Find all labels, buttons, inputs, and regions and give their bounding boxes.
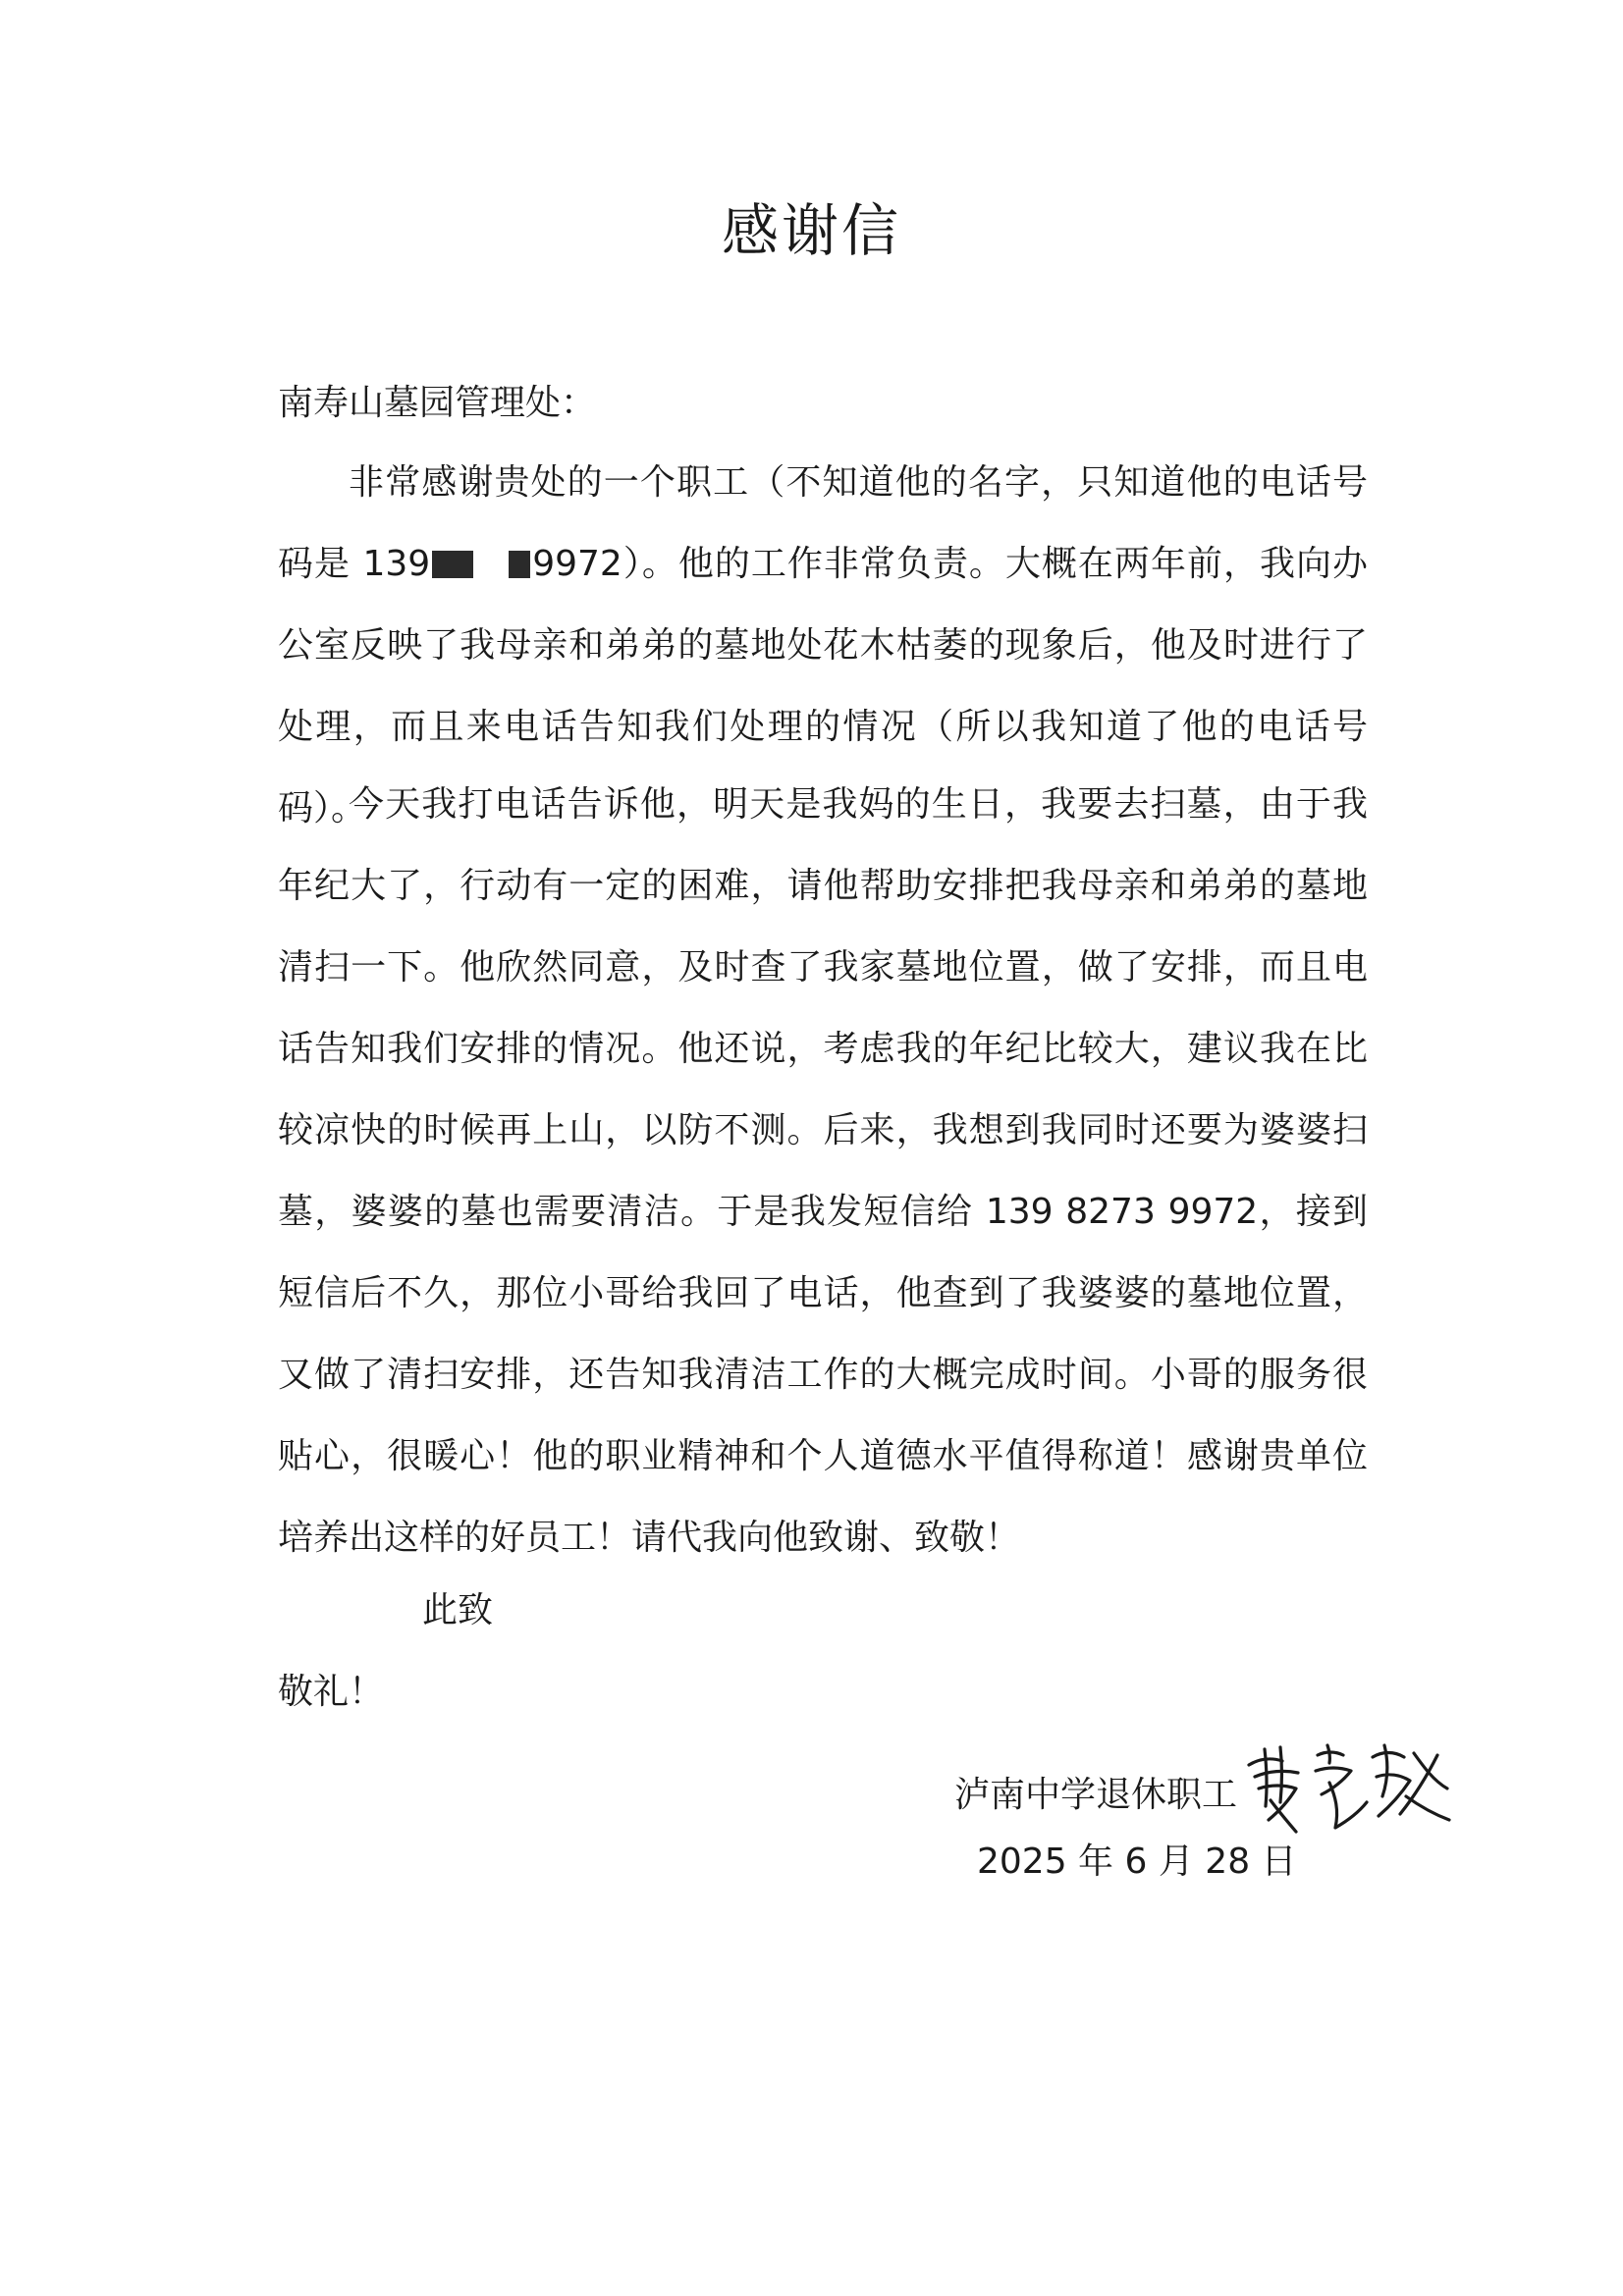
redaction-block — [432, 551, 473, 578]
paragraph-1-end: 9972）。他的工作非常负责。大概在两年前，我向办公室反映了我母亲和弟弟的墓地处花木枯萎的现象后，他及时进行了处理，而且来电话告知我们处理的情况（所以我知道了他的电话号码）。 — [278, 544, 1368, 828]
redaction-block — [509, 551, 530, 578]
sender-organization: 泸南中学退休职工 — [954, 1774, 1238, 1815]
closing-ci-zhi: 此致 — [422, 1590, 494, 1630]
paragraph-1-start: 非常感谢贵处的一个职工（不知道他的名字，只知道他的电话号码是 139 — [278, 462, 1368, 584]
letter-title: 感谢信 — [721, 197, 901, 264]
closing-jing-li: 敬礼！ — [278, 1672, 385, 1712]
letter-date: 2025 年 6 月 28 日 — [977, 1842, 1297, 1882]
signature-line — [954, 1737, 1457, 1845]
paragraph-2: 今天我打电话告诉他，明天是我妈的生日，我要去扫墓，由于我年纪大了，行动有一定的困难，请他帮助安排把我母亲和弟弟的墓地清扫一下。他欣然同意，及时查了我家墓地位置，做了安排，而且电话告知我们安排的情况。他还说，考虑我的年纪比较大，建议我在比较凉快的时候再上山，以防不测。后来，我想到我同时还要为婆婆扫墓，婆婆的墓也需要清洁。于是我发短信给 139 8273 9972，接到短信后不久，那位小哥给我回了电话，他查到了我婆婆的墓地位置，又做了清扫安排，还告知我清洁工作的大概完成时间。小哥的服务很贴心，很暖心！他的职业精神和个人道德水平值得称道！感谢贵单位培养出这样的好员工！请代我向他致谢、致敬！ — [278, 784, 1368, 1558]
handwritten-signature — [1241, 1737, 1457, 1845]
salutation: 南寿山墓园管理处： — [278, 383, 597, 423]
